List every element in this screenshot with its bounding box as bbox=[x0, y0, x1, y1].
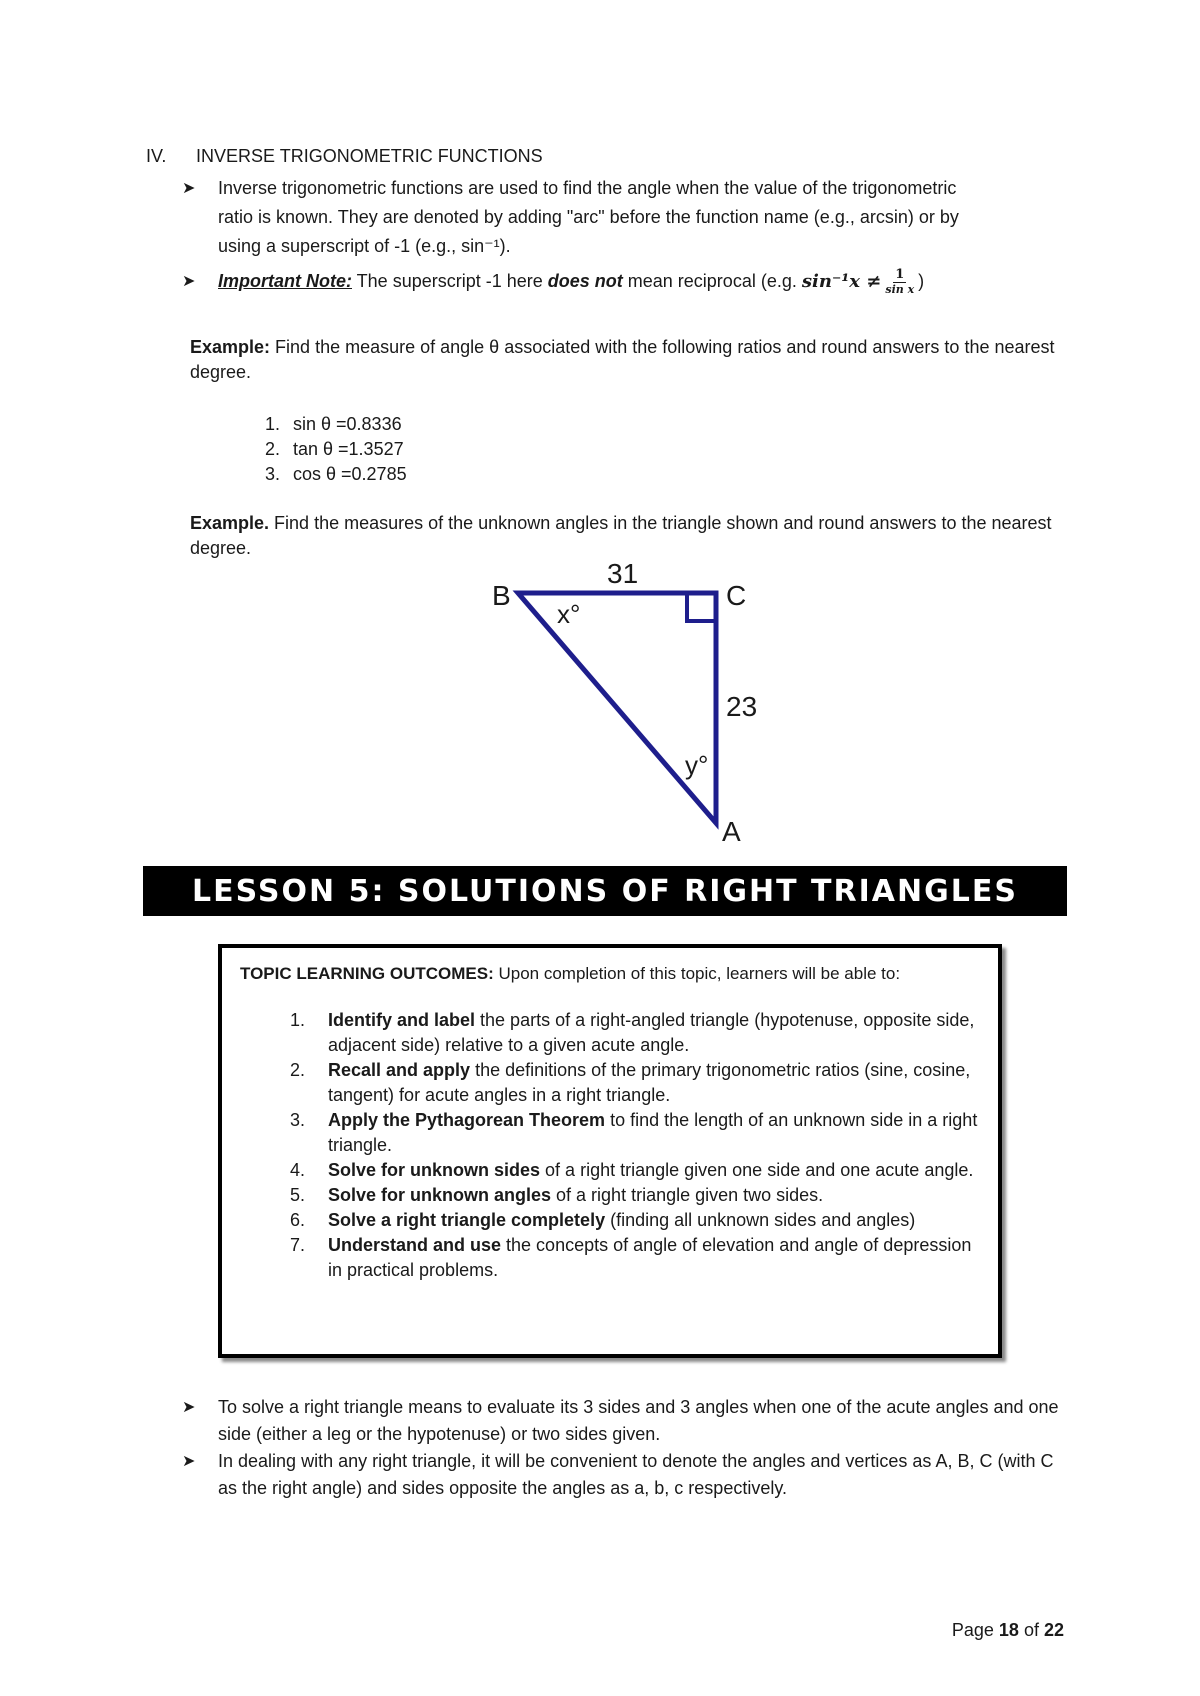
closing-bullet: ➤ To solve a right triangle means to evaluate its 3 sides and 3 angles when one of the acute angles and one side (either a leg or the hypotenuse) or two sides given. bbox=[180, 1394, 1070, 1448]
arrow-bullet-icon: ➤ bbox=[182, 180, 196, 197]
intro-line-3: using a superscript of -1 (e.g., sin⁻¹). bbox=[218, 236, 511, 256]
list-item: 7. Understand and use the concepts of angle of elevation and angle of depression in practical problems. bbox=[290, 1235, 972, 1280]
learning-outcomes-box bbox=[218, 944, 1002, 1358]
page-footer: Page 18 of 22 bbox=[951, 1620, 1064, 1640]
section-number: IV. bbox=[146, 146, 167, 166]
side-ca-label: 23 bbox=[726, 691, 758, 722]
outcomes-intro-text: Upon completion of this topic, learners will be able to: bbox=[493, 964, 901, 983]
example-1-paragraph bbox=[190, 335, 1070, 385]
intro-bullet bbox=[180, 174, 1060, 261]
side-bc-label: 31 bbox=[607, 558, 639, 589]
section-heading bbox=[146, 146, 543, 167]
fraction-denominator: sin x bbox=[885, 282, 915, 296]
fraction-numerator: 1 bbox=[895, 266, 905, 282]
arrow-bullet-icon: ➤ bbox=[182, 273, 196, 290]
example-2-label: Example. bbox=[190, 513, 270, 533]
arrow-bullet-icon: ➤ bbox=[182, 1453, 196, 1470]
note-emphasis: does not bbox=[547, 271, 623, 291]
list-item: 2. Recall and apply the definitions of the primary trigonometric ratios (sine, cosine, tangent) for acute angles in a right triangle. bbox=[290, 1060, 971, 1105]
closing-bullet-list bbox=[180, 1394, 1070, 1502]
intro-line-1: Inverse trigonometric functions are used to find the angle when the value of the trigonometric bbox=[218, 178, 957, 198]
page-current: 18 bbox=[998, 1620, 1019, 1640]
note-label: Important Note: bbox=[218, 271, 352, 291]
vertex-c-label: C bbox=[726, 580, 747, 611]
list-item: 3. Apply the Pythagorean Theorem to find the length of an unknown side in a right triangle. bbox=[290, 1110, 978, 1155]
example-1-list bbox=[265, 412, 407, 487]
angle-x-label: x° bbox=[557, 599, 581, 629]
lesson-banner: LESSON 5: SOLUTIONS OF RIGHT TRIANGLES bbox=[143, 866, 1067, 916]
list-item: 5. Solve for unknown angles of a right triangle given two sides. bbox=[290, 1185, 824, 1205]
right-angle-marker bbox=[687, 593, 716, 621]
list-item: 2. tan θ =1.3527 bbox=[265, 439, 404, 459]
list-item: 3. cos θ =0.2785 bbox=[265, 464, 407, 484]
example-1-text: Find the measure of angle θ associated with the following ratios and round answers to the nearest degree. bbox=[190, 337, 1055, 382]
outcomes-intro bbox=[240, 962, 980, 986]
list-item: 4. Solve for unknown sides of a right triangle given one side and one acute angle. bbox=[290, 1160, 974, 1180]
example-1-label: Example: bbox=[190, 337, 271, 357]
triangle-outline bbox=[518, 593, 716, 823]
note-math: sin⁻¹x ≠ bbox=[801, 271, 882, 292]
list-item: 6. Solve a right triangle completely (finding all unknown sides and angles) bbox=[290, 1210, 916, 1230]
note-text-2: mean reciprocal (e.g. bbox=[622, 271, 802, 291]
example-2-text: Find the measures of the unknown angles in the triangle shown and round answers to the nearest degree. bbox=[190, 513, 1052, 558]
note-text-1: The superscript -1 here bbox=[352, 271, 548, 291]
note-bullet bbox=[180, 267, 1060, 297]
vertex-a-label: A bbox=[722, 816, 741, 845]
list-item: 1. Identify and label the parts of a right-angled triangle (hypotenuse, opposite side, adjacent side) relative to a given acute angle. bbox=[290, 1010, 975, 1055]
outcomes-list bbox=[290, 1008, 980, 1283]
vertex-b-label: B bbox=[492, 580, 511, 611]
page-total: 22 bbox=[1043, 1620, 1064, 1640]
closing-bullet: ➤ In dealing with any right triangle, it will be convenient to denote the angles and vertices as A, B, C (with C as the right angle) and sides opposite the angles as a, b, c respectively. bbox=[180, 1448, 1070, 1502]
intro-bullet-list bbox=[180, 174, 1060, 297]
outcomes-label: TOPIC LEARNING OUTCOMES: bbox=[240, 964, 494, 983]
example-2-paragraph bbox=[190, 511, 1070, 561]
reciprocal-fraction bbox=[885, 268, 914, 297]
intro-line-2: ratio is known. They are denoted by adding "arc" before the function name (e.g., arcsin) or by bbox=[218, 207, 959, 227]
note-close: ) bbox=[918, 271, 925, 291]
list-item: 1. sin θ =0.8336 bbox=[265, 414, 402, 434]
right-triangle-figure bbox=[480, 555, 780, 845]
arrow-bullet-icon: ➤ bbox=[182, 1399, 196, 1416]
section-title: INVERSE TRIGONOMETRIC FUNCTIONS bbox=[196, 146, 543, 166]
angle-y-label: y° bbox=[685, 750, 709, 780]
